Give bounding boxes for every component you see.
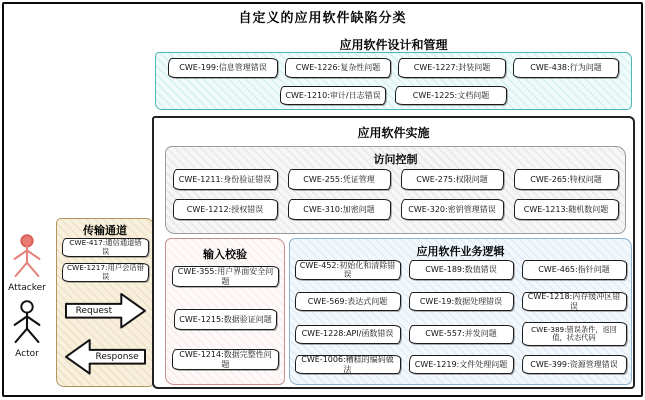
cwe-node-1217: CWE-1217:用户会话错误 [62, 263, 149, 282]
cwe-node-557: CWE-557:并发问题 [409, 325, 514, 344]
cwe-node-389: CWE-389:错误条件，返回值，状态代码 [522, 322, 627, 346]
cwe-node-569: CWE-569:表达式问题 [295, 292, 401, 311]
attacker-label: Attacker [8, 283, 46, 293]
implementation-title: 应用软件实施 [357, 126, 430, 140]
cwe-node-310: CWE-310:加密问题 [288, 199, 391, 220]
cwe-node-1226: CWE-1226:复杂性问题 [285, 58, 391, 78]
cwe-node-1219: CWE-1219:文件处理问题 [409, 355, 514, 374]
cwe-node-1228: CWE-1228:API/函数错误 [295, 325, 401, 344]
cwe-node-199: CWE-199:信息管理错误 [168, 58, 278, 78]
cwe-node-1215: CWE-1215:数据验证问题 [174, 309, 277, 330]
cwe-node-265: CWE-265:特权问题 [514, 169, 619, 190]
cwe-node-275: CWE-275:权限问题 [401, 169, 504, 190]
design-section-title: 应用软件设计和管理 [339, 38, 448, 52]
cwe-node-355: CWE-355:用户界面安全问题 [172, 266, 279, 287]
actor-icon [8, 300, 46, 346]
request-arrow-label: Request [75, 306, 113, 316]
request-arrow [64, 291, 147, 331]
cwe-node-19: CWE-19:数据处理错误 [409, 292, 514, 311]
cwe-node-452: CWE-452:初始化和清除错误 [295, 260, 401, 280]
business-logic-title: 应用软件业务逻辑 [416, 245, 505, 258]
cwe-node-399: CWE-399:资源管理错误 [522, 355, 627, 374]
cwe-node-1211: CWE-1211:身份验证错误 [173, 169, 278, 190]
response-arrow-label: Response [95, 352, 139, 362]
response-arrow [64, 337, 147, 377]
cwe-node-1210: CWE-1210:审计/日志错误 [280, 86, 386, 105]
diagram-title: 自定义的应用软件缺陷分类 [238, 11, 407, 26]
implementation-section [152, 116, 635, 389]
cwe-node-320: CWE-320:密钥管理错误 [401, 199, 504, 220]
cwe-node-1214: CWE-1214:数据完整性问题 [172, 349, 279, 370]
access-control-title: 访问控制 [373, 153, 418, 166]
cwe-node-1213: CWE-1213:随机数问题 [514, 199, 619, 220]
cwe-node-1227: CWE-1227:封装问题 [398, 58, 506, 78]
cwe-node-1225: CWE-1225:文档问题 [395, 86, 507, 105]
attacker-icon [8, 234, 46, 280]
input-validation-title: 输入校验 [203, 248, 247, 261]
transmission-channel-section [56, 218, 154, 387]
transmission-channel-title: 传输通道 [83, 224, 127, 237]
input-validation-section [165, 238, 285, 385]
cwe-node-1212: CWE-1212:授权错误 [173, 199, 278, 220]
access-control-section [165, 146, 626, 234]
cwe-node-1218: CWE-1218:内存缓冲区错误 [522, 292, 627, 311]
business-logic-section [289, 238, 632, 385]
cwe-node-1006: CWE-1006:糟糕的编码做法 [295, 355, 401, 374]
cwe-node-438: CWE-438:行为问题 [513, 58, 619, 78]
actor-label: Actor [15, 349, 39, 359]
design-section [155, 52, 632, 110]
cwe-node-189: CWE-189:数值错误 [409, 260, 514, 280]
cwe-node-255: CWE-255:凭证管理 [288, 169, 391, 190]
cwe-node-465: CWE-465:指针问题 [522, 260, 627, 280]
cwe-node-417: CWE-417:通信通道错误 [62, 238, 149, 257]
